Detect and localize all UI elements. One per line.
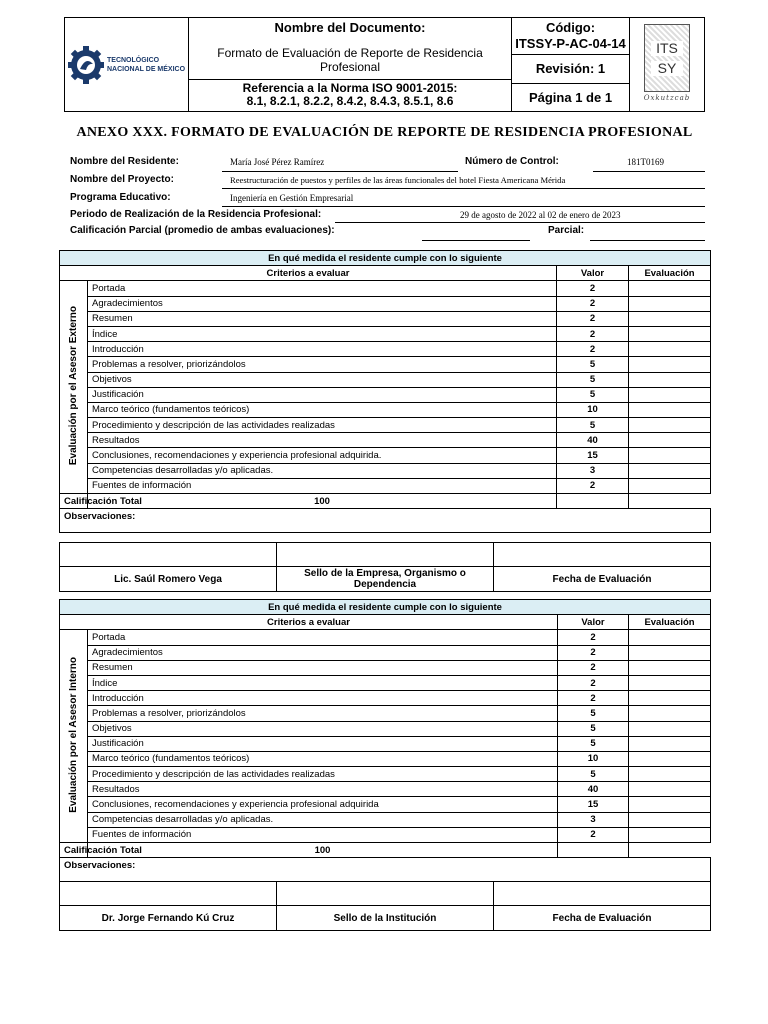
resident-name: María José Pérez Ramírez xyxy=(230,157,325,167)
criteria-value: 40 xyxy=(557,433,629,448)
criteria-value: 2 xyxy=(558,630,629,645)
criteria-value: 5 xyxy=(558,721,629,736)
total-evaluation-cell[interactable] xyxy=(557,494,629,509)
criteria-name: Portada xyxy=(88,281,557,296)
criteria-row xyxy=(60,372,711,387)
evaluation-header: Evaluación xyxy=(629,266,711,281)
criteria-value: 10 xyxy=(557,402,629,417)
program-label: Programa Educativo: xyxy=(70,192,171,203)
criteria-name: Fuentes de información xyxy=(88,478,557,493)
criteria-row xyxy=(60,342,711,357)
criteria-name: Conclusiones, recomendaciones y experiencia profesional adquirida. xyxy=(88,448,557,463)
criteria-value: 5 xyxy=(558,706,629,721)
criteria-name: Competencias desarrolladas y/o aplicadas. xyxy=(88,812,558,827)
criteria-evaluation-cell[interactable] xyxy=(629,797,711,812)
period-label: Periodo de Realización de la Residencia Profesional: xyxy=(70,209,322,220)
criteria-value: 2 xyxy=(557,296,629,311)
control-number: 181T0169 xyxy=(627,157,664,167)
iso-reference-clauses: 8.1, 8.2.1, 8.2.2, 8.4.2, 8.4.3, 8.5.1, 8.6 xyxy=(246,94,454,108)
institution-seal-label: Sello de la Institución xyxy=(277,906,494,931)
criteria-value: 5 xyxy=(557,387,629,402)
code-value: ITSSY-P-AC-04-14 xyxy=(515,36,626,51)
criteria-header: Criterios a evaluar xyxy=(60,266,557,281)
criteria-row xyxy=(60,751,711,766)
criteria-header: Criterios a evaluar xyxy=(60,615,558,630)
criteria-evaluation-cell[interactable] xyxy=(629,372,711,387)
criteria-row xyxy=(60,797,711,812)
observations-field[interactable]: Observaciones: xyxy=(60,858,711,882)
resident-underline xyxy=(222,171,458,172)
criteria-name: Procedimiento y descripción de las actividades realizadas xyxy=(88,418,557,433)
itssy-logo-top: ITS xyxy=(651,41,683,56)
code-cell xyxy=(512,18,630,55)
partial-grade-underline xyxy=(422,240,530,241)
criteria-evaluation-cell[interactable] xyxy=(629,812,711,827)
partial-label: Parcial: xyxy=(548,225,585,236)
iso-reference-cell xyxy=(189,80,512,111)
institution-line-2: NACIONAL DE MÉXICO xyxy=(107,65,186,73)
total-label: Calificación Total xyxy=(60,843,88,858)
revision: Revisión: 1 xyxy=(512,55,630,84)
criteria-name: Procedimiento y descripción de las actividades realizadas xyxy=(88,767,558,782)
evaluation-date-label: Fecha de Evaluación xyxy=(494,567,711,592)
itssy-subtitle: Oxkutzcab xyxy=(643,94,691,102)
external-signature-table xyxy=(59,542,711,592)
itssy-logo xyxy=(630,18,704,111)
criteria-value: 3 xyxy=(557,463,629,478)
criteria-name: Marco teórico (fundamentos teóricos) xyxy=(88,402,557,417)
criteria-value: 2 xyxy=(558,827,629,842)
signature-field[interactable] xyxy=(60,543,277,567)
criteria-value: 5 xyxy=(558,767,629,782)
institution-line-1: TECNOLÓGICO xyxy=(107,56,160,64)
criteria-name: Justificación xyxy=(88,736,558,751)
advisor-side-label xyxy=(60,630,88,843)
criteria-row xyxy=(60,281,711,296)
evaluation-header: Evaluación xyxy=(629,615,711,630)
criteria-evaluation-cell[interactable] xyxy=(629,433,711,448)
iso-reference-label: Referencia a la Norma ISO 9001-2015: xyxy=(242,81,458,95)
gear-eagle-icon xyxy=(68,34,104,96)
control-underline xyxy=(593,171,705,172)
criteria-evaluation-cell[interactable] xyxy=(629,827,711,842)
criteria-row xyxy=(60,402,711,417)
criteria-value: 15 xyxy=(557,448,629,463)
criteria-value: 5 xyxy=(557,357,629,372)
criteria-row xyxy=(60,812,711,827)
criteria-row xyxy=(60,706,711,721)
company-seal-label: Sello de la Empresa, Organismo o Dependencia xyxy=(277,567,494,592)
control-number-label: Número de Control: xyxy=(465,156,559,167)
table-band: En qué medida el residente cumple con lo siguiente xyxy=(60,600,711,615)
page-number: Página 1 de 1 xyxy=(512,84,630,111)
criteria-evaluation-cell[interactable] xyxy=(629,645,711,660)
criteria-row xyxy=(60,827,711,842)
criteria-name: Portada xyxy=(88,630,558,645)
program-name: Ingeniería en Gestión Empresarial xyxy=(230,193,354,203)
criteria-value: 3 xyxy=(558,812,629,827)
criteria-evaluation-cell[interactable] xyxy=(629,675,711,690)
criteria-evaluation-cell[interactable] xyxy=(629,402,711,417)
criteria-value: 15 xyxy=(558,797,629,812)
date-field[interactable] xyxy=(494,882,711,906)
criteria-name: Resumen xyxy=(88,660,558,675)
criteria-value: 2 xyxy=(558,691,629,706)
project-underline xyxy=(222,188,705,189)
advisor-side-label-text: Evaluación por el Asesor Interno xyxy=(68,656,79,813)
criteria-value: 2 xyxy=(557,311,629,326)
advisor-side-label xyxy=(60,281,88,494)
criteria-evaluation-cell[interactable] xyxy=(629,751,711,766)
value-header: Valor xyxy=(558,615,629,630)
criteria-value: 5 xyxy=(557,418,629,433)
code-label: Código: xyxy=(545,20,596,35)
criteria-row xyxy=(60,433,711,448)
criteria-name: Índice xyxy=(88,675,558,690)
criteria-row xyxy=(60,767,711,782)
criteria-row xyxy=(60,463,711,478)
tecnm-logo xyxy=(65,18,189,111)
criteria-evaluation-cell[interactable] xyxy=(629,660,711,675)
total-label: Calificación Total xyxy=(60,494,88,509)
period-underline xyxy=(335,222,705,223)
project-name: Reestructuración de puestos y perfiles de las áreas funcionales del hotel Fiesta Americana Mérida xyxy=(230,175,566,185)
total-evaluation-cell[interactable] xyxy=(558,843,629,858)
criteria-name: Resultados xyxy=(88,433,557,448)
institution-name xyxy=(107,56,185,74)
document-name-label: Nombre del Documento: xyxy=(274,20,426,35)
criteria-evaluation-cell[interactable] xyxy=(629,296,711,311)
criteria-evaluation-cell[interactable] xyxy=(629,387,711,402)
criteria-row xyxy=(60,630,711,645)
criteria-value: 5 xyxy=(557,372,629,387)
criteria-evaluation-cell[interactable] xyxy=(629,630,711,645)
criteria-row xyxy=(60,721,711,736)
criteria-name: Agradecimientos xyxy=(88,296,557,311)
criteria-name: Conclusiones, recomendaciones y experiencia profesional adquirida xyxy=(88,797,558,812)
value-header: Valor xyxy=(557,266,629,281)
external-evaluation-table xyxy=(59,250,711,533)
criteria-row xyxy=(60,660,711,675)
criteria-evaluation-cell[interactable] xyxy=(629,706,711,721)
evaluation-date-label: Fecha de Evaluación xyxy=(494,906,711,931)
criteria-row xyxy=(60,478,711,493)
internal-advisor-name: Dr. Jorge Fernando Kú Cruz xyxy=(60,906,277,931)
criteria-row xyxy=(60,782,711,797)
criteria-value: 40 xyxy=(558,782,629,797)
internal-signature-table xyxy=(59,881,711,931)
seal-field[interactable] xyxy=(277,882,494,906)
criteria-evaluation-cell[interactable] xyxy=(629,326,711,341)
criteria-row xyxy=(60,448,711,463)
criteria-row xyxy=(60,326,711,341)
total-value: 100 xyxy=(88,843,558,858)
resident-label: Nombre del Residente: xyxy=(70,156,179,167)
criteria-evaluation-cell[interactable] xyxy=(629,311,711,326)
criteria-value: 2 xyxy=(558,660,629,675)
period-value: 29 de agosto de 2022 al 02 de enero de 2023 xyxy=(460,210,621,220)
criteria-row xyxy=(60,736,711,751)
criteria-name: Resumen xyxy=(88,311,557,326)
program-underline xyxy=(222,206,705,207)
criteria-name: Problemas a resolver, priorizándolos xyxy=(88,706,558,721)
criteria-evaluation-cell[interactable] xyxy=(629,721,711,736)
criteria-row xyxy=(60,387,711,402)
criteria-evaluation-cell[interactable] xyxy=(629,342,711,357)
criteria-name: Competencias desarrolladas y/o aplicadas. xyxy=(88,463,557,478)
criteria-name: Índice xyxy=(88,326,557,341)
external-advisor-name: Lic. Saúl Romero Vega xyxy=(60,567,277,592)
observations-field[interactable]: Observaciones: xyxy=(60,509,711,533)
criteria-value: 2 xyxy=(557,478,629,493)
internal-evaluation-table xyxy=(59,599,711,882)
criteria-name: Marco teórico (fundamentos teóricos) xyxy=(88,751,558,766)
criteria-value: 5 xyxy=(558,736,629,751)
seal-field[interactable] xyxy=(277,543,494,567)
criteria-evaluation-cell[interactable] xyxy=(629,357,711,372)
criteria-name: Introducción xyxy=(88,691,558,706)
criteria-value: 2 xyxy=(557,281,629,296)
criteria-evaluation-cell[interactable] xyxy=(629,448,711,463)
criteria-name: Objetivos xyxy=(88,721,558,736)
document-name-cell xyxy=(189,18,512,80)
criteria-row xyxy=(60,675,711,690)
document-name: Formato de Evaluación de Reporte de Residencia Profesional xyxy=(217,46,483,74)
criteria-value: 2 xyxy=(557,342,629,357)
document-header xyxy=(64,17,705,112)
criteria-value: 2 xyxy=(557,326,629,341)
criteria-row xyxy=(60,296,711,311)
table-band: En qué medida el residente cumple con lo siguiente xyxy=(60,251,711,266)
criteria-name: Objetivos xyxy=(88,372,557,387)
total-value: 100 xyxy=(88,494,557,509)
criteria-name: Agradecimientos xyxy=(88,645,558,660)
criteria-evaluation-cell[interactable] xyxy=(629,691,711,706)
criteria-evaluation-cell[interactable] xyxy=(629,463,711,478)
criteria-evaluation-cell[interactable] xyxy=(629,478,711,493)
criteria-row xyxy=(60,418,711,433)
criteria-name: Fuentes de información xyxy=(88,827,558,842)
criteria-value: 2 xyxy=(558,645,629,660)
project-label: Nombre del Proyecto: xyxy=(70,174,174,185)
signature-field[interactable] xyxy=(60,882,277,906)
page-title: ANEXO XXX. FORMATO DE EVALUACIÓN DE REPORTE DE RESIDENCIA PROFESIONAL xyxy=(76,125,693,140)
criteria-evaluation-cell[interactable] xyxy=(629,782,711,797)
itssy-qr-icon xyxy=(644,24,690,92)
advisor-side-label-text: Evaluación por el Asesor Externo xyxy=(68,306,79,466)
criteria-value: 10 xyxy=(558,751,629,766)
criteria-row xyxy=(60,311,711,326)
criteria-evaluation-cell[interactable] xyxy=(629,767,711,782)
partial-grade-label: Calificación Parcial (promedio de ambas evaluaciones): xyxy=(70,225,335,236)
criteria-row xyxy=(60,645,711,660)
criteria-name: Introducción xyxy=(88,342,557,357)
date-field[interactable] xyxy=(494,543,711,567)
criteria-evaluation-cell[interactable] xyxy=(629,281,711,296)
criteria-evaluation-cell[interactable] xyxy=(629,418,711,433)
itssy-logo-bottom: SY xyxy=(651,61,683,76)
criteria-name: Resultados xyxy=(88,782,558,797)
partial-underline xyxy=(590,240,705,241)
criteria-row xyxy=(60,691,711,706)
criteria-name: Problemas a resolver, priorizándolos xyxy=(88,357,557,372)
criteria-evaluation-cell[interactable] xyxy=(629,736,711,751)
criteria-name: Justificación xyxy=(88,387,557,402)
criteria-row xyxy=(60,357,711,372)
criteria-value: 2 xyxy=(558,675,629,690)
